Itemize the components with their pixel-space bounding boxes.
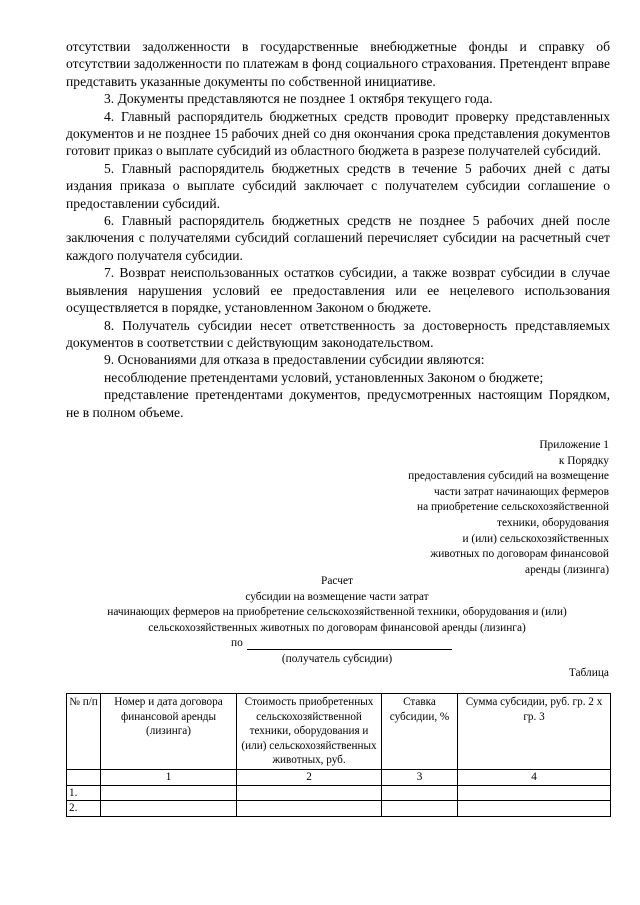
appendix-line: к Порядку (558, 454, 609, 467)
calculation-table (66, 693, 611, 817)
recipient-line (56, 636, 618, 652)
paragraph-6: 6. Главный распорядитель бюджетных средств не позднее 5 рабочих дней после заключения с получателями субсидий соглашений перечисляет субсидии на расчетный счет каждого получателя субсидии. (66, 213, 610, 263)
calculation-title: Расчет (321, 575, 353, 587)
paragraph-9-item-a: несоблюдение претендентами условий, установленных Законом о бюджете; (104, 369, 544, 385)
paragraph-3: 3. Документы представляются не позднее 1 октября текущего года. (104, 91, 493, 107)
appendix-line: Приложение 1 (539, 439, 609, 451)
table-header-cell: Стоимость приобретенных сельскохозяйственной техники, оборудования и (или) сельскохозяйственных животных, руб. (237, 694, 382, 770)
table-cell: 2. (67, 801, 101, 817)
appendix-line: части затрат начинающих фермеров (433, 485, 609, 498)
paragraph-9-item-b: представление претендентами документов, предусмотренных настоящим Порядком, не в полном объеме. (66, 387, 610, 420)
table-cell (458, 801, 611, 817)
table-header-cell: № п/п (67, 694, 101, 770)
appendix-line: аренды (лизинга) (525, 563, 609, 576)
table-cell: 3 (382, 769, 458, 785)
calculation-subtitle-line: субсидии на возмещение части затрат (245, 590, 429, 603)
table-cell (237, 801, 382, 817)
appendix-line: предоставления субсидий на возмещение (408, 470, 609, 483)
table-cell: 4 (458, 769, 611, 785)
table-header-cell: Номер и дата договора финансовой аренды (лизинга) (101, 694, 237, 770)
table-header-row (67, 694, 611, 770)
paragraph-5: 5. Главный распорядитель бюджетных средств в течение 5 рабочих дней с даты издания приказа о выплате субсидий заключает с получателем субсидии соглашение о предоставлении субсидий. (66, 160, 610, 211)
table-cell: 1. (67, 785, 101, 801)
table-row (67, 785, 611, 801)
table-cell (101, 801, 237, 817)
paragraph-continuation: отсутствии задолженности в государственные внебюджетные фонды и справку об отсутствии задолженности по платежам в фонд социального страхования. Претендент вправе представить указанные документы по собственной инициативе. (66, 39, 610, 89)
table-cell (382, 801, 458, 817)
appendix-line: животных по договорам финансовой (430, 548, 609, 561)
paragraph-7: 7. Возврат неиспользованных остатков субсидии, а также возврат субсидии в случае выявления нарушения условий ее предоставления или ее нецелевого использования осуществляется в порядке, установленном Законом о бюджете. (66, 265, 610, 316)
paragraph-8: 8. Получатель субсидии несет ответственность за достоверность представляемых документов в соответствии с действующим законодательством. (66, 317, 610, 350)
calculation-heading (56, 574, 618, 668)
table-cell: 2 (237, 769, 382, 785)
table-row (67, 801, 611, 817)
appendix-line: на приобретение сельскохозяйственной (417, 501, 609, 514)
paragraph-4: 4. Главный распорядитель бюджетных средств проводит проверку представленных документов и не позднее 15 рабочих дней со дня окончания срока представления документов готовит приказ о выплате субсидий из областного бюджета в разрезе получателей субсидий. (66, 108, 610, 159)
calculation-subtitle-line: сельскохозяйственных животных по договорам финансовой аренды (лизинга) (148, 621, 526, 634)
table-label: Таблица (568, 667, 609, 679)
table-cell (67, 769, 101, 785)
calculation-subtitle-line: начинающих фермеров на приобретение сельскохозяйственной техники, оборудования и (или) (107, 606, 567, 619)
appendix-line: техники, оборудования (496, 516, 609, 529)
table-cell (458, 785, 611, 801)
table-header-cell: Ставка субсидии, % (382, 694, 458, 770)
table-cell: 1 (101, 769, 237, 785)
recipient-prefix: по (231, 637, 243, 650)
table-header-cell: Сумма субсидии, руб. гр. 2 х гр. 3 (458, 694, 611, 770)
recipient-blank-field (247, 649, 452, 650)
table-cell (237, 785, 382, 801)
table-column-number-row (67, 769, 611, 785)
document-body (66, 38, 610, 421)
table-cell (382, 785, 458, 801)
appendix-line: и (или) сельскохозяйственных (462, 532, 609, 545)
paragraph-9: 9. Основаниями для отказа в предоставлении субсидии являются: (104, 352, 485, 368)
table-cell (101, 785, 237, 801)
recipient-caption: (получатель субсидии) (281, 652, 393, 665)
appendix-header (349, 438, 609, 578)
